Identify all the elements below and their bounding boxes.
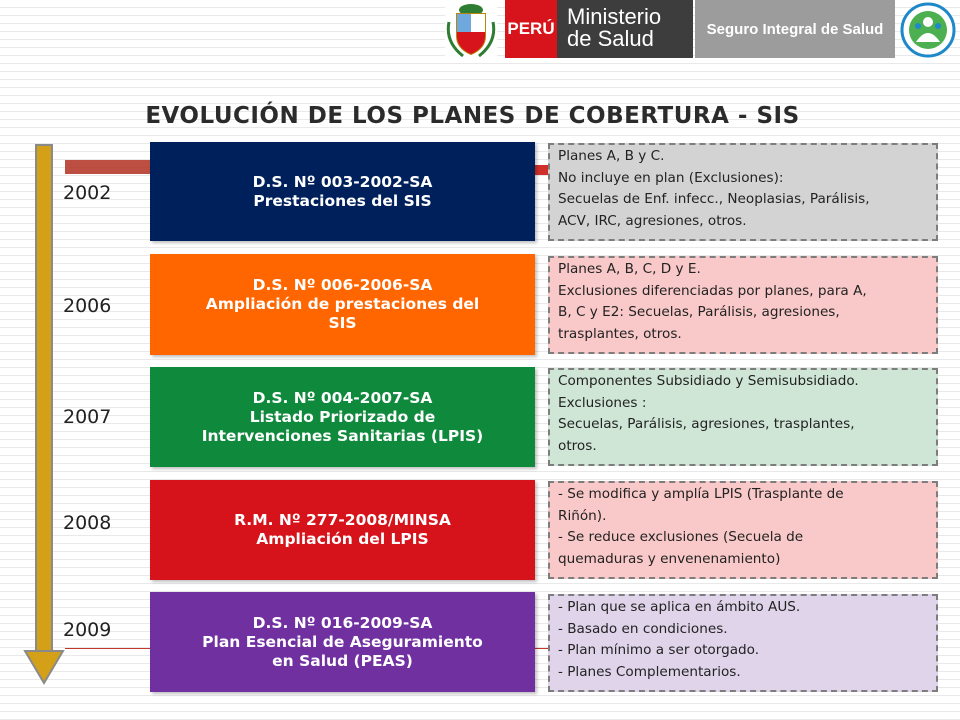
note-line: ACV, IRC, agresiones, otros. [558, 212, 747, 229]
note-line: Exclusiones diferenciadas por planes, para A, [558, 282, 867, 299]
peru-brand-label: PERÚ [505, 0, 557, 58]
decree-title: Prestaciones del SIS [253, 191, 432, 210]
decree-box [150, 142, 535, 241]
decree-title: SIS [328, 314, 357, 332]
note-line: Secuelas, Parálisis, agresiones, trasplantes, [558, 416, 855, 432]
decree-box [150, 254, 535, 355]
sis-brand-label: Seguro Integral de Salud [695, 0, 895, 58]
decorative-red-bar [65, 160, 150, 174]
note-line: Exclusiones : [558, 394, 647, 411]
decree-title: Ampliación del LPIS [256, 530, 429, 548]
note-line: Componentes Subsidiado y Semisubsidiado. [558, 373, 859, 389]
year-label: 2007 [63, 406, 112, 428]
decree-title: Plan Esencial de Aseguramiento [202, 632, 483, 651]
decree-title: Ampliación de prestaciones del [205, 295, 480, 313]
coverage-note [548, 143, 938, 241]
decree-box [150, 367, 535, 467]
decree-title: en Salud (PEAS) [272, 651, 413, 670]
note-line: quemaduras y envenenamiento) [558, 550, 781, 567]
ministerio-de-salud-label [557, 0, 693, 58]
coverage-note [548, 368, 938, 466]
note-line: - Planes Complementarios. [558, 663, 741, 680]
note-line: - Plan mínimo a ser otorgado. [558, 642, 760, 658]
note-line: - Se reduce exclusiones (Secuela de [558, 529, 804, 545]
coverage-note [548, 594, 938, 692]
decree-code: D.S. Nº 003-2002-SA [252, 172, 433, 191]
note-line: Planes A, B, C, D y E. [558, 261, 701, 277]
decree-code: D.S. Nº 016-2009-SA [252, 613, 433, 632]
note-line: - Se modifica y amplía LPIS (Trasplante de [558, 486, 844, 502]
page-title: EVOLUCIÓN DE LOS PLANES DE COBERTURA - SIS [145, 103, 800, 129]
year-label: 2009 [63, 619, 112, 641]
decree-code: R.M. Nº 277-2008/MINSA [234, 511, 451, 529]
timeline-arrow-icon [22, 143, 66, 692]
note-line: otros. [558, 437, 597, 454]
note-line: - Basado en condiciones. [558, 620, 728, 637]
note-line: - Plan que se aplica en ámbito AUS. [558, 599, 801, 615]
year-label: 2008 [63, 512, 112, 534]
coverage-note [548, 481, 938, 579]
note-line: Riñón). [558, 507, 607, 524]
decree-box [150, 480, 535, 580]
decree-title: Intervenciones Sanitarias (LPIS) [201, 426, 484, 445]
ministerio-line-1: Ministerio [567, 4, 662, 29]
decree-code: D.S. Nº 004-2007-SA [252, 388, 433, 407]
ministerio-line-2: de Salud [567, 26, 654, 51]
coverage-note [548, 256, 938, 354]
note-line: Planes A, B y C. [558, 148, 665, 164]
decree-title: Listado Priorizado de [249, 407, 436, 426]
note-line: Secuelas de Enf. infecc., Neoplasias, Parálisis, [558, 191, 870, 207]
note-line: trasplantes, otros. [558, 325, 682, 342]
note-line: No incluye en plan (Exclusiones): [558, 169, 784, 186]
note-line: B, C y E2: Secuelas, Parálisis, agresiones, [558, 304, 840, 320]
year-label: 2002 [63, 182, 112, 204]
year-label: 2006 [63, 295, 112, 317]
sis-circular-logo [898, 2, 958, 58]
decree-box [150, 592, 535, 692]
peru-coat-of-arms-logo [445, 2, 497, 58]
decree-code: D.S. Nº 006-2006-SA [252, 276, 433, 294]
